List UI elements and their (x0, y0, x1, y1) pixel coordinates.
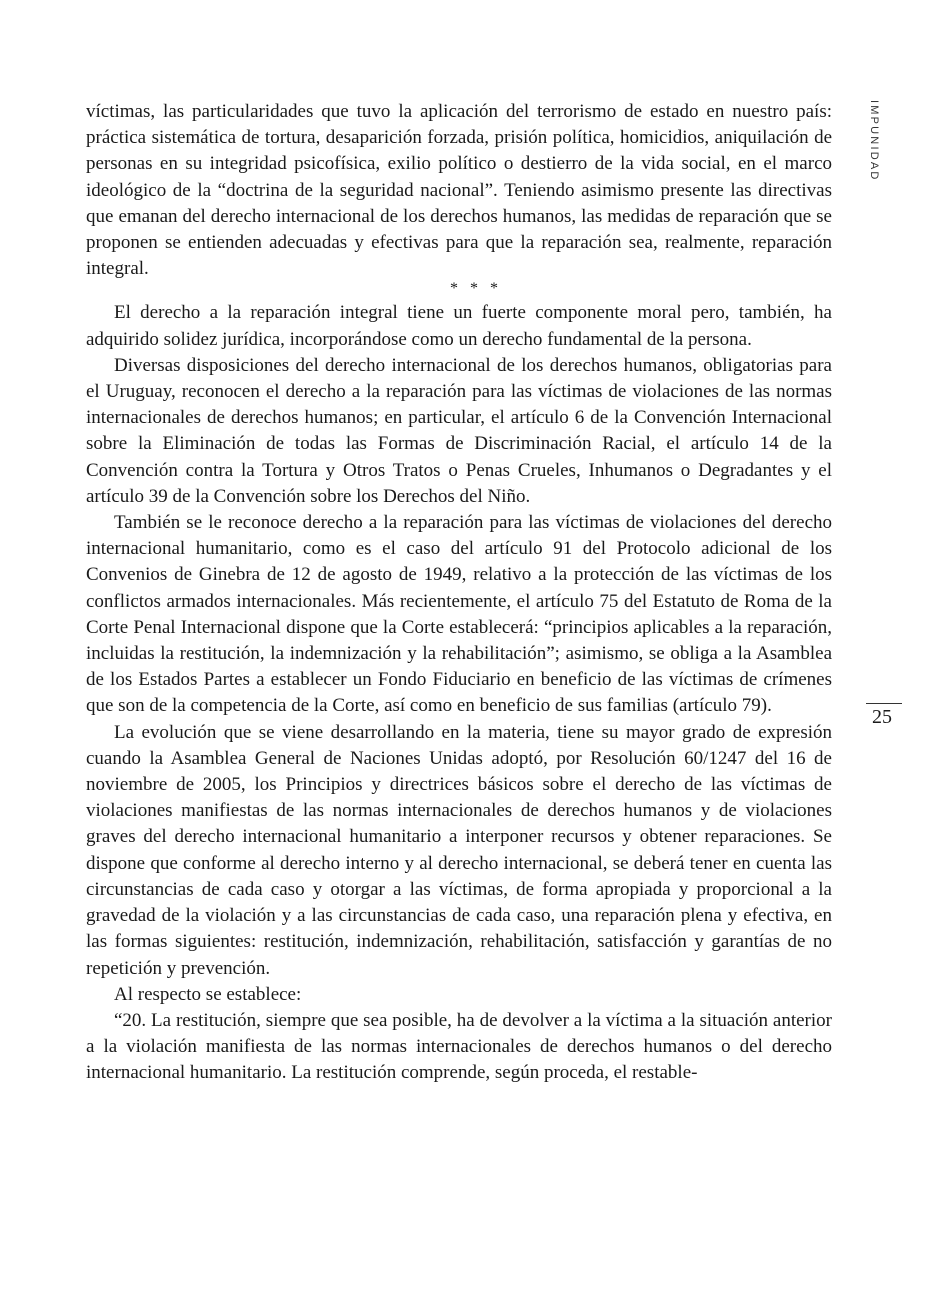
paragraph: Diversas disposiciones del derecho internacional de los derechos humanos, obligatorias para el Uruguay, reconocen el derecho a la reparación para las víctimas de violaciones de las normas internacionales de derechos humanos; en particular, el artículo 6 de la Convención Internacional sobre la Eliminación de todas las Formas de Discriminación Racial, el artículo 14 de la Convención contra la Tortura y Otros Tratos o Penas Crueles, Inhumanos o Degradantes y el artículo 39 de la Convención sobre los Derechos del Niño. (86, 354, 832, 507)
page-number: 25 (872, 706, 892, 728)
running-head: IMPUNIDAD (868, 100, 880, 182)
paragraph: El derecho a la reparación integral tiene un fuerte componente moral pero, también, ha adquirido solidez jurídica, incorporándose como un derecho fundamental de la persona. (86, 302, 832, 350)
section-separator: * * * (450, 280, 502, 298)
page-number-rule (866, 703, 902, 704)
paragraph: La evolución que se viene desarrollando en la materia, tiene su mayor grado de expresión cuando la Asamblea General de Naciones Unidas adoptó, por Resolución 60/1247 del 16 de noviembre de 2005, los Principios y directrices básicos sobre el derecho de las víctimas de violaciones manifiestas de las normas internacionales de derechos humanos y de violaciones graves del derecho internacional humanitario a interponer recursos y obtener reparaciones. Se dispone que conforme al derecho interno y al derecho internacional, se deberá tener en cuenta las circunstancias de cada caso y otorgar a las víctimas, de forma apropiada y proporcional a la gravedad de la violación y a las circunstancias de cada caso, una reparación plena y efectiva, en las formas siguientes: restitución, indemnización, rehabilitación, satisfacción y garantías de no repetición y prevención. (86, 721, 832, 979)
quoted-paragraph: “20. La restitución, siempre que sea posible, ha de devolver a la víctima a la situación anterior a la violación manifiesta de las normas internacionales de derechos humanos o del derecho internacional humanitario. La restitución comprende, según proceda, el restable- (86, 1009, 832, 1084)
paragraph: Al respecto se establece: (114, 983, 302, 1005)
body-text (86, 99, 832, 1087)
paragraph-continued: víctimas, las particularidades que tuvo la aplicación del terrorismo de estado en nuestro país: práctica sistemática de tortura, desaparición forzada, prisión política, homicidios, aniquilación de personas en su integridad psicofísica, exilio político o destierro de la vida social, en el marco ideológico de la “doctrina de la seguridad nacional”. Teniendo asimismo presente las directivas que emanan del derecho internacional de los derechos humanos, las medidas de reparación que se proponen se entienden adecuadas y efectivas para que la reparación sea, realmente, reparación integral. (86, 101, 832, 280)
paragraph: También se le reconoce derecho a la reparación para las víctimas de violaciones del derecho internacional humanitario, como es el caso del artículo 91 del Protocolo adicional de los Convenios de Ginebra de 12 de agosto de 1949, relativo a la protección de las víctimas de los conflictos armados internacionales. Más recientemente, el artículo 75 del Estatuto de Roma de la Corte Penal Internacional dispone que la Corte establecerá: “principios aplicables a la reparación, incluidas la restitución, la indemnización y la rehabilitación”; asimismo, se obliga a la Asamblea de los Estados Partes a establecer un Fondo Fiduciario en beneficio de las víctimas de crímenes que son de la competencia de la Corte, así como en beneficio de sus familias (artículo 79). (86, 512, 832, 717)
